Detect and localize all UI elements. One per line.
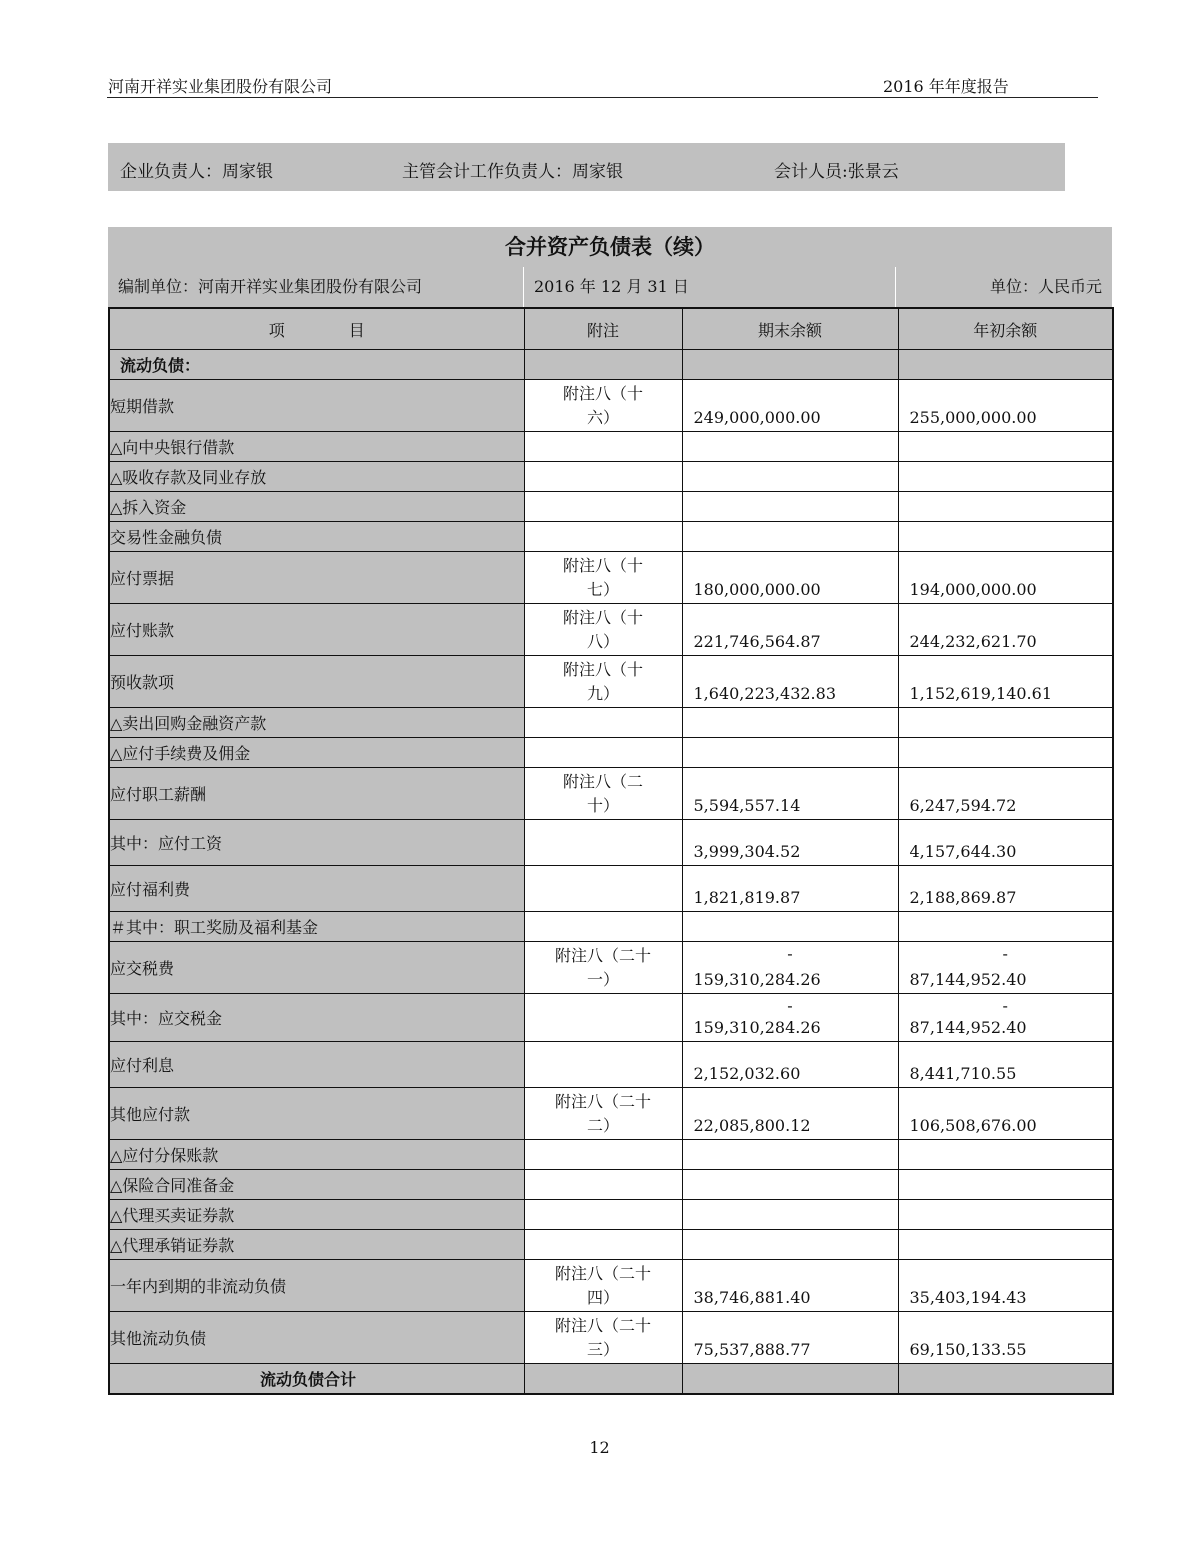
end-balance-value: 1,821,819.87 bbox=[693, 888, 801, 907]
begin-balance-value: 244,232,621.70 bbox=[909, 632, 1037, 651]
row-note bbox=[524, 552, 682, 604]
end-balance-cell bbox=[682, 604, 898, 656]
table-row bbox=[109, 492, 1113, 522]
end-balance-value: 1,640,223,432.83 bbox=[693, 684, 836, 703]
row-label: 交易性金融负债 bbox=[109, 522, 524, 552]
table-row bbox=[109, 738, 1113, 768]
begin-balance-value: 2,188,869.87 bbox=[909, 888, 1017, 907]
note-line: 附注八（十 bbox=[562, 659, 643, 679]
row-label: 应付票据 bbox=[109, 552, 524, 604]
currency-unit: 单位：人民币元 bbox=[989, 277, 1102, 296]
row-label: 其他应付款 bbox=[109, 1088, 524, 1140]
row-note bbox=[524, 1200, 682, 1230]
negative-sign: - bbox=[787, 944, 793, 963]
row-label: 其中：应交税金 bbox=[109, 994, 524, 1042]
row-label: 应付账款 bbox=[109, 604, 524, 656]
end-balance-cell bbox=[682, 708, 898, 738]
begin-balance-value: 87,144,952.40 bbox=[909, 970, 1027, 989]
begin-balance-value: 35,403,194.43 bbox=[909, 1288, 1027, 1307]
table-row bbox=[109, 1088, 1113, 1140]
row-label: ＃其中：职工奖励及福利基金 bbox=[109, 912, 524, 942]
note-line: 附注八（二十 bbox=[554, 1091, 651, 1111]
begin-balance-cell bbox=[898, 552, 1113, 604]
row-label: △应付分保账款 bbox=[109, 1140, 524, 1170]
table-row bbox=[109, 866, 1113, 912]
note-line: 附注八（十 bbox=[562, 607, 643, 627]
row-label: 其他流动负债 bbox=[109, 1312, 524, 1364]
note-line: 七） bbox=[586, 579, 619, 599]
begin-balance-cell bbox=[898, 912, 1113, 942]
end-balance-cell bbox=[682, 1140, 898, 1170]
enterprise-leader: 企业负责人：周家银 bbox=[120, 162, 273, 182]
table-row bbox=[109, 1312, 1113, 1364]
begin-balance-cell bbox=[898, 1140, 1113, 1170]
note-line: 附注八（二十 bbox=[554, 1315, 651, 1335]
end-balance-cell bbox=[682, 432, 898, 462]
end-balance-cell bbox=[682, 1200, 898, 1230]
end-balance-cell bbox=[682, 1230, 898, 1260]
header-company: 河南开祥实业集团股份有限公司 bbox=[108, 77, 333, 96]
row-note bbox=[524, 1170, 682, 1200]
note-line: 附注八（十 bbox=[562, 383, 643, 403]
row-note bbox=[524, 768, 682, 820]
table-row bbox=[109, 912, 1113, 942]
row-label: 应交税费 bbox=[109, 942, 524, 994]
total-row bbox=[109, 1364, 1113, 1394]
accounting-head: 主管会计工作负责人：周家银 bbox=[402, 162, 623, 182]
row-label: 应付福利费 bbox=[109, 866, 524, 912]
table-row bbox=[109, 462, 1113, 492]
begin-balance-value: 106,508,676.00 bbox=[909, 1116, 1037, 1135]
table-row bbox=[109, 942, 1113, 994]
end-balance-cell bbox=[682, 552, 898, 604]
table-row bbox=[109, 1230, 1113, 1260]
note-line: 十） bbox=[586, 795, 619, 815]
row-note bbox=[524, 432, 682, 462]
begin-balance-value: 8,441,710.55 bbox=[909, 1064, 1017, 1083]
empty-cell bbox=[898, 1364, 1113, 1394]
signature-bar bbox=[108, 143, 1065, 191]
table-row bbox=[109, 994, 1113, 1042]
table-row bbox=[109, 1170, 1113, 1200]
note-line: 八） bbox=[586, 631, 619, 651]
end-balance-cell bbox=[682, 1260, 898, 1312]
begin-balance-cell bbox=[898, 1200, 1113, 1230]
section-row bbox=[109, 350, 1113, 380]
end-balance-value: 22,085,800.12 bbox=[693, 1116, 811, 1135]
table-row bbox=[109, 380, 1113, 432]
begin-balance-value: 87,144,952.40 bbox=[909, 1018, 1027, 1037]
begin-balance-cell bbox=[898, 768, 1113, 820]
note-line: 九） bbox=[586, 683, 619, 703]
begin-balance-cell bbox=[898, 522, 1113, 552]
note-line: 附注八（二十 bbox=[554, 1263, 651, 1283]
table-row bbox=[109, 656, 1113, 708]
row-label: △吸收存款及同业存放 bbox=[109, 462, 524, 492]
end-balance-cell bbox=[682, 462, 898, 492]
end-balance-value: 3,999,304.52 bbox=[693, 842, 801, 861]
row-label: 预收款项 bbox=[109, 656, 524, 708]
row-note bbox=[524, 380, 682, 432]
note-line: 附注八（二十 bbox=[554, 945, 651, 965]
row-label: △拆入资金 bbox=[109, 492, 524, 522]
begin-balance-cell bbox=[898, 1312, 1113, 1364]
end-balance-cell bbox=[682, 1312, 898, 1364]
table-row bbox=[109, 1042, 1113, 1088]
row-note bbox=[524, 604, 682, 656]
row-label: △代理买卖证券款 bbox=[109, 1200, 524, 1230]
note-line: 附注八（二 bbox=[562, 771, 643, 791]
end-balance-cell bbox=[682, 380, 898, 432]
end-balance-value: 249,000,000.00 bbox=[693, 408, 821, 427]
row-label: △代理承销证券款 bbox=[109, 1230, 524, 1260]
end-balance-cell bbox=[682, 912, 898, 942]
accountant: 会计人员:张景云 bbox=[774, 162, 899, 182]
column-header-note: 附注 bbox=[524, 308, 682, 350]
end-balance-cell bbox=[682, 942, 898, 994]
end-balance-cell bbox=[682, 994, 898, 1042]
row-label: 一年内到期的非流动负债 bbox=[109, 1260, 524, 1312]
begin-balance-value: 4,157,644.30 bbox=[909, 842, 1017, 861]
negative-sign: - bbox=[787, 996, 793, 1015]
balance-sheet-table bbox=[108, 307, 1114, 1395]
empty-cell bbox=[524, 350, 682, 380]
table-row bbox=[109, 552, 1113, 604]
begin-balance-cell bbox=[898, 1088, 1113, 1140]
row-label: 应付职工薪酬 bbox=[109, 768, 524, 820]
header-rule bbox=[107, 97, 1098, 98]
end-balance-cell bbox=[682, 522, 898, 552]
row-note bbox=[524, 656, 682, 708]
row-note bbox=[524, 492, 682, 522]
note-line: 六） bbox=[586, 407, 619, 427]
end-balance-cell bbox=[682, 492, 898, 522]
row-note bbox=[524, 994, 682, 1042]
row-label: △卖出回购金融资产款 bbox=[109, 708, 524, 738]
row-label: 应付利息 bbox=[109, 1042, 524, 1088]
row-note bbox=[524, 522, 682, 552]
row-label: △保险合同准备金 bbox=[109, 1170, 524, 1200]
begin-balance-cell bbox=[898, 1260, 1113, 1312]
end-balance-cell bbox=[682, 1088, 898, 1140]
begin-balance-cell bbox=[898, 1230, 1113, 1260]
empty-cell bbox=[898, 350, 1113, 380]
note-line: 二） bbox=[586, 1115, 619, 1135]
begin-balance-cell bbox=[898, 604, 1113, 656]
begin-balance-value: 255,000,000.00 bbox=[909, 408, 1037, 427]
row-label: 短期借款 bbox=[109, 380, 524, 432]
negative-sign: - bbox=[1002, 996, 1008, 1015]
row-note bbox=[524, 1042, 682, 1088]
row-note bbox=[524, 1260, 682, 1312]
row-label: △向中央银行借款 bbox=[109, 432, 524, 462]
end-balance-value: 159,310,284.26 bbox=[693, 970, 821, 989]
begin-balance-cell bbox=[898, 708, 1113, 738]
negative-sign: - bbox=[1002, 944, 1008, 963]
row-note bbox=[524, 1140, 682, 1170]
end-balance-cell bbox=[682, 866, 898, 912]
end-balance-cell bbox=[682, 820, 898, 866]
table-row bbox=[109, 768, 1113, 820]
begin-balance-cell bbox=[898, 942, 1113, 994]
row-note bbox=[524, 942, 682, 994]
begin-balance-cell bbox=[898, 866, 1113, 912]
row-note bbox=[524, 1312, 682, 1364]
table-row bbox=[109, 432, 1113, 462]
end-balance-value: 75,537,888.77 bbox=[693, 1340, 811, 1359]
begin-balance-cell bbox=[898, 738, 1113, 768]
sheet-title: 合并资产负债表（续） bbox=[108, 227, 1112, 267]
table-row bbox=[109, 522, 1113, 552]
table-row bbox=[109, 604, 1113, 656]
table-row bbox=[109, 820, 1113, 866]
row-note bbox=[524, 912, 682, 942]
empty-cell bbox=[524, 1364, 682, 1394]
end-balance-value: 159,310,284.26 bbox=[693, 1018, 821, 1037]
begin-balance-value: 194,000,000.00 bbox=[909, 580, 1037, 599]
section-label: 流动负债： bbox=[109, 350, 524, 380]
report-date: 2016 年 12 月 31 日 bbox=[523, 267, 896, 307]
row-label: 其中：应付工资 bbox=[109, 820, 524, 866]
header-report-title: 2016 年年度报告 bbox=[883, 77, 1009, 96]
begin-balance-cell bbox=[898, 1170, 1113, 1200]
empty-cell bbox=[682, 1364, 898, 1394]
end-balance-cell bbox=[682, 1170, 898, 1200]
end-balance-value: 221,746,564.87 bbox=[693, 632, 821, 651]
begin-balance-cell bbox=[898, 656, 1113, 708]
end-balance-cell bbox=[682, 768, 898, 820]
column-header-begin-balance: 年初余额 bbox=[898, 308, 1113, 350]
note-line: 附注八（十 bbox=[562, 555, 643, 575]
begin-balance-cell bbox=[898, 820, 1113, 866]
row-note bbox=[524, 866, 682, 912]
table-row bbox=[109, 708, 1113, 738]
note-line: 一） bbox=[586, 969, 619, 989]
column-header-end-balance: 期末余额 bbox=[682, 308, 898, 350]
begin-balance-value: 6,247,594.72 bbox=[909, 796, 1017, 815]
table-row bbox=[109, 1140, 1113, 1170]
row-note bbox=[524, 1088, 682, 1140]
note-line: 四） bbox=[586, 1287, 619, 1307]
begin-balance-cell bbox=[898, 462, 1113, 492]
row-note bbox=[524, 708, 682, 738]
sheet-info-bar bbox=[108, 267, 1112, 307]
begin-balance-cell bbox=[898, 380, 1113, 432]
row-note bbox=[524, 462, 682, 492]
empty-cell bbox=[682, 350, 898, 380]
begin-balance-cell bbox=[898, 432, 1113, 462]
end-balance-value: 180,000,000.00 bbox=[693, 580, 821, 599]
row-note bbox=[524, 820, 682, 866]
end-balance-value: 38,746,881.40 bbox=[693, 1288, 811, 1307]
row-note bbox=[524, 1230, 682, 1260]
end-balance-value: 2,152,032.60 bbox=[693, 1064, 801, 1083]
begin-balance-cell bbox=[898, 994, 1113, 1042]
table-header-row bbox=[109, 308, 1113, 350]
end-balance-cell bbox=[682, 656, 898, 708]
total-label: 流动负债合计 bbox=[109, 1364, 524, 1394]
row-note bbox=[524, 738, 682, 768]
end-balance-cell bbox=[682, 738, 898, 768]
page-number: 12 bbox=[589, 1438, 610, 1457]
column-header-item: 项 目 bbox=[109, 308, 524, 350]
begin-balance-value: 1,152,619,140.61 bbox=[909, 684, 1052, 703]
end-balance-value: 5,594,557.14 bbox=[693, 796, 801, 815]
begin-balance-cell bbox=[898, 492, 1113, 522]
row-label: △应付手续费及佣金 bbox=[109, 738, 524, 768]
note-line: 三） bbox=[586, 1339, 619, 1359]
begin-balance-value: 69,150,133.55 bbox=[909, 1340, 1027, 1359]
end-balance-cell bbox=[682, 1042, 898, 1088]
table-row bbox=[109, 1260, 1113, 1312]
table-row bbox=[109, 1200, 1113, 1230]
begin-balance-cell bbox=[898, 1042, 1113, 1088]
preparing-organization: 编制单位：河南开祥实业集团股份有限公司 bbox=[118, 277, 423, 296]
